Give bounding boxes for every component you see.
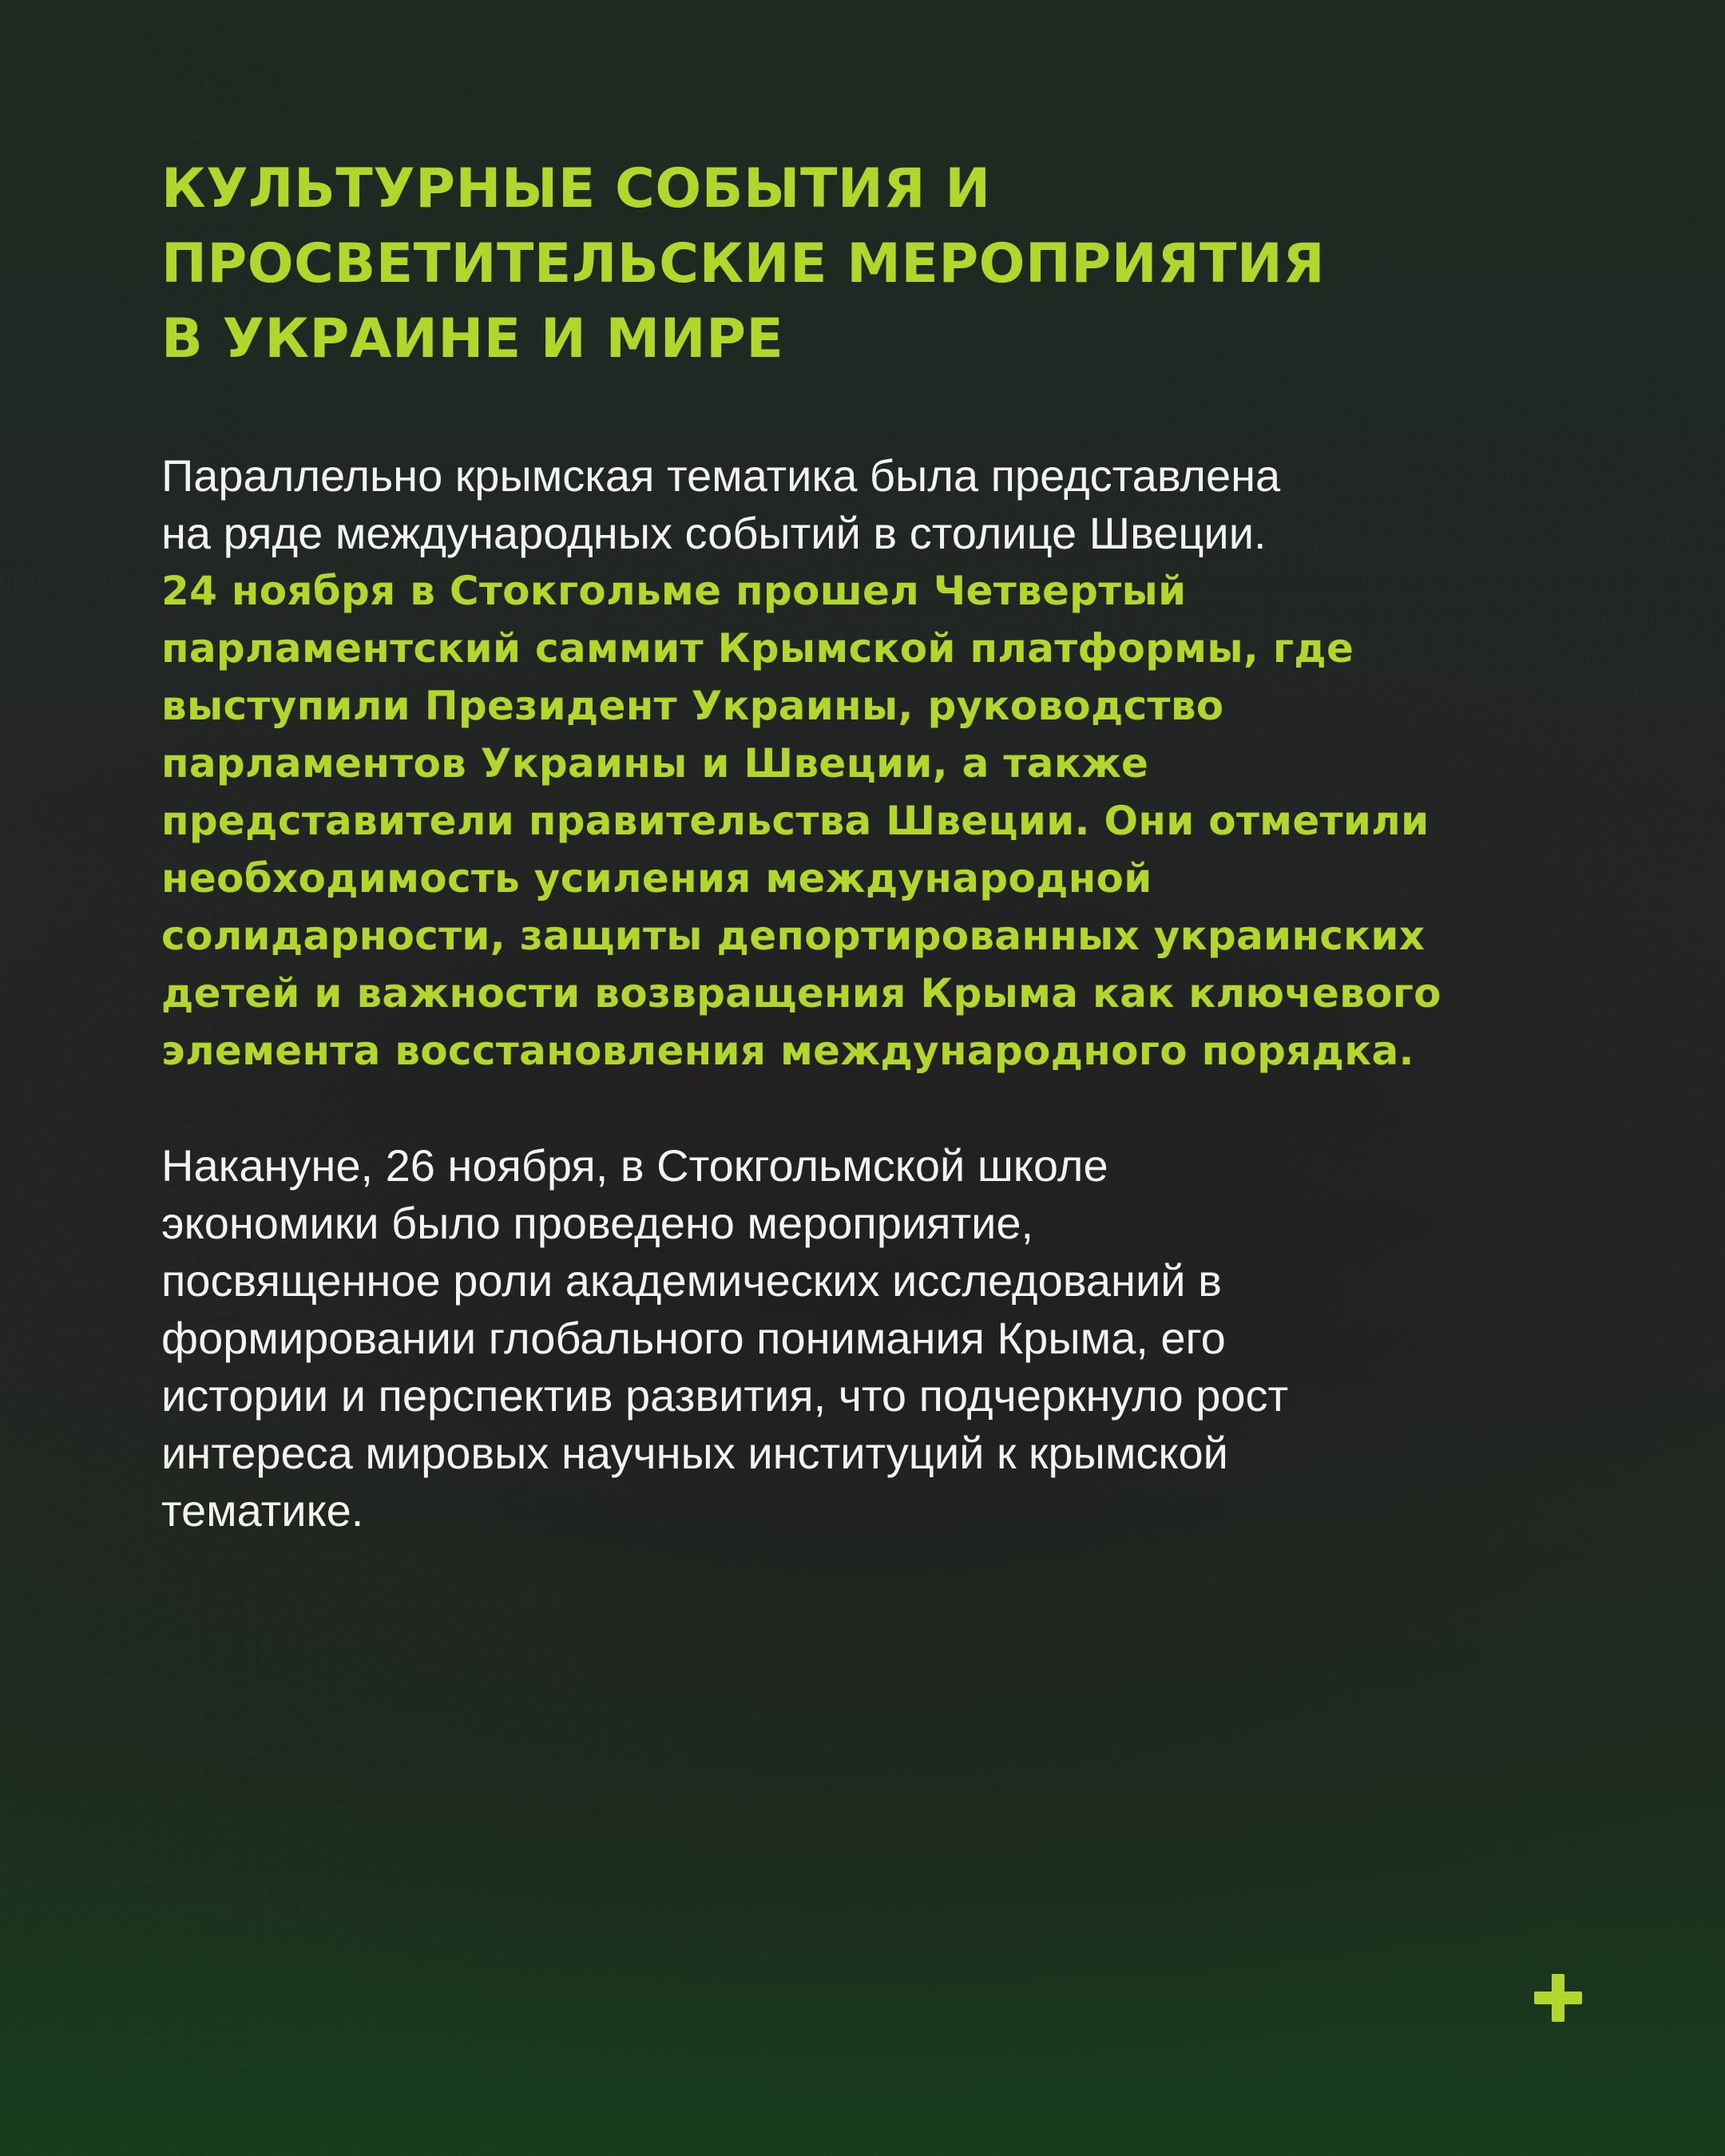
plus-icon: [1534, 1974, 1582, 2022]
paragraph-line: на ряде международных событий в столице Швеции.: [161, 508, 1267, 558]
paragraph-line: Накануне, 26 ноября, в Стокгольмской школе: [161, 1140, 1108, 1191]
content: [161, 152, 1599, 1540]
title-line: КУЛЬТУРНЫЕ СОБЫТИЯ И: [161, 157, 991, 220]
paragraph-line: Параллельно крымская тематика была представлена: [161, 450, 1281, 501]
highlight-line: 24 ноября в Стокгольме прошел Четвертый: [161, 568, 1187, 614]
page-title: [161, 152, 1599, 377]
highlight-line: представители правительства Швеции. Они отметили: [161, 798, 1430, 844]
paragraph-school-event: [161, 1137, 1599, 1540]
paragraph-summit: [161, 447, 1599, 1080]
highlight-line: парламентский саммит Крымской платформы, где: [161, 625, 1354, 672]
paragraph-line: формировании глобального понимания Крыма, его: [161, 1313, 1226, 1363]
highlight-line: солидарности, защиты депортированных украинских: [161, 913, 1426, 959]
paragraph-line: посвященное роли академических исследований в: [161, 1255, 1222, 1306]
paragraph-line: истории и перспектив развития, что подчеркнуло рост: [161, 1370, 1289, 1421]
highlight-line: необходимость усиления международной: [161, 855, 1152, 902]
highlight-line: элемента восстановления международного порядка.: [161, 1028, 1414, 1074]
title-line: ПРОСВЕТИТЕЛЬСКИЕ МЕРОПРИЯТИЯ: [161, 232, 1326, 295]
paragraph-line: экономики было проведено мероприятие,: [161, 1198, 1034, 1248]
paragraph-line: тематике.: [161, 1485, 364, 1536]
paragraph-line: интереса мировых научных институций к крымской: [161, 1428, 1228, 1478]
title-line: В УКРАИНЕ И МИРЕ: [161, 307, 784, 371]
highlight-line: выступили Президент Украины, руководство: [161, 683, 1224, 729]
highlight-line: парламентов Украины и Швеции, а также: [161, 740, 1149, 787]
highlight-line: детей и важности возвращения Крыма как ключевого: [161, 970, 1441, 1017]
